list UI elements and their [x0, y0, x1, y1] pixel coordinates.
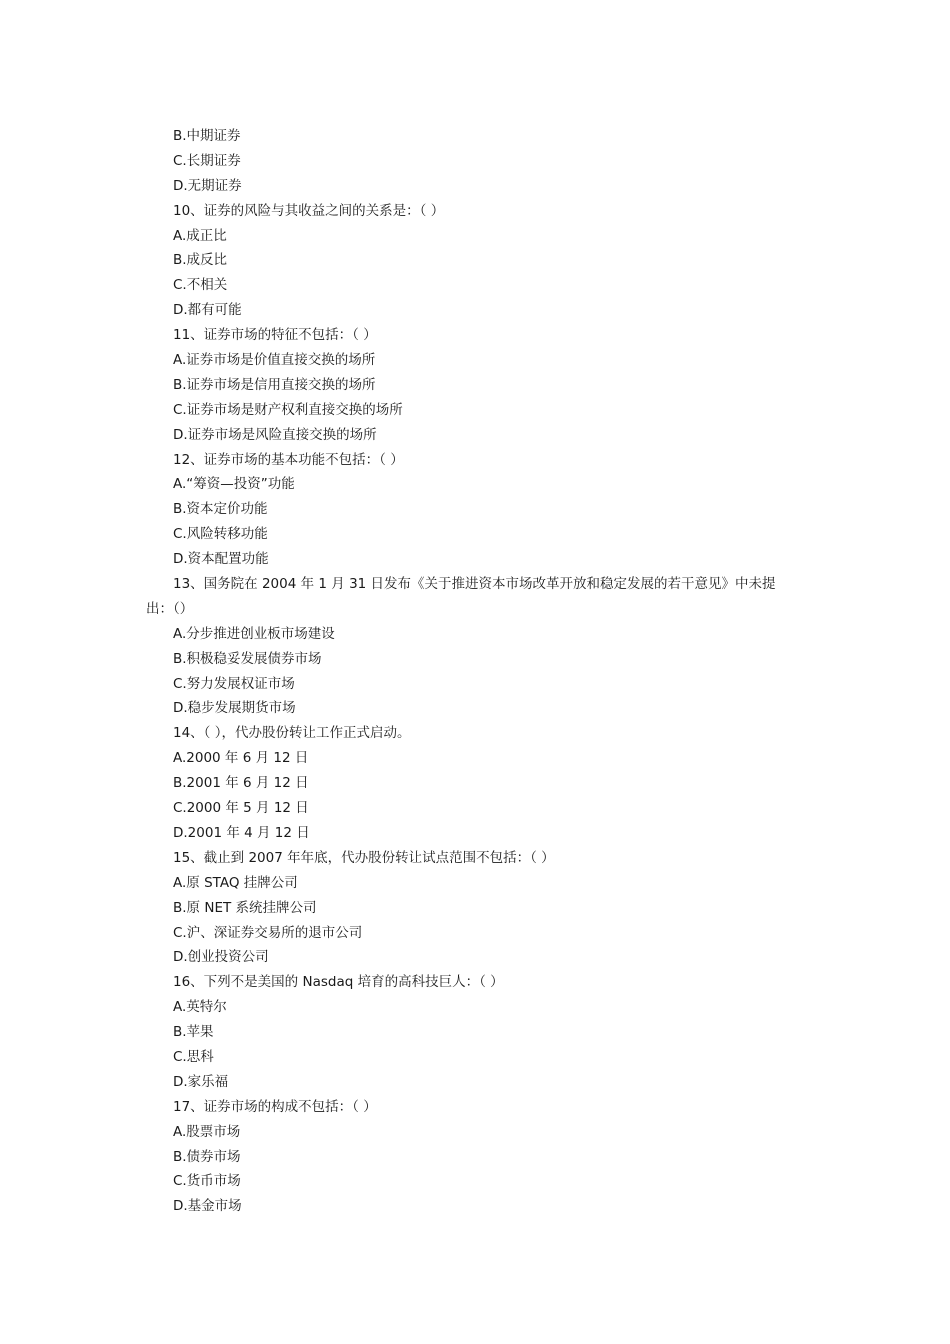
option-13b: B.积极稳妥发展债券市场 — [173, 650, 322, 667]
question-17: 17、证券市场的构成不包括：（ ） — [173, 1098, 377, 1115]
question-12: 12、证券市场的基本功能不包括：（ ） — [173, 451, 404, 468]
question-14: 14、（ ），代办股份转让工作正式启动。 — [173, 725, 411, 742]
option-14d: D.2001 年 4 月 12 日 — [173, 824, 310, 841]
option-11a: A.证券市场是价值直接交换的场所 — [173, 352, 376, 369]
question-10: 10、证券的风险与其收益之间的关系是：（ ） — [173, 202, 445, 219]
option-13a: A.分步推进创业板市场建设 — [173, 625, 335, 642]
option-14c: C.2000 年 5 月 12 日 — [173, 800, 309, 817]
option-9d: D.无期证券 — [173, 177, 242, 194]
option-12a: A.“筹资—投资”功能 — [173, 476, 295, 493]
option-17a: A.股票市场 — [173, 1123, 241, 1140]
option-15d: D.创业投资公司 — [173, 949, 269, 966]
option-12c: C.风险转移功能 — [173, 526, 268, 543]
option-15b: B.原 NET 系统挂牌公司 — [173, 899, 317, 916]
option-10b: B.成反比 — [173, 252, 228, 269]
question-13-continued: 出：（） — [146, 600, 194, 617]
option-17b: B.债券市场 — [173, 1148, 241, 1165]
question-15: 15、截止到 2007 年年底，代办股份转让试点范围不包括：（ ） — [173, 849, 555, 866]
option-17d: D.基金市场 — [173, 1198, 242, 1215]
option-11c: C.证券市场是财产权利直接交换的场所 — [173, 401, 403, 418]
question-13: 13、国务院在 2004 年 1 月 31 日发布《关于推进资本市场改革开放和稳定发展的若干意见》中未提 — [173, 576, 776, 593]
option-17c: C.货币市场 — [173, 1173, 241, 1190]
option-10d: D.都有可能 — [173, 302, 242, 319]
option-13d: D.稳步发展期货市场 — [173, 700, 296, 717]
question-11: 11、证券市场的特征不包括：（ ） — [173, 327, 377, 344]
document-page — [0, 124, 950, 1219]
option-14b: B.2001 年 6 月 12 日 — [173, 775, 309, 792]
option-14a: A.2000 年 6 月 12 日 — [173, 750, 309, 767]
option-9c: C.长期证券 — [173, 152, 241, 169]
option-9b: B.中期证券 — [173, 128, 241, 144]
option-16b: B.苹果 — [173, 1024, 214, 1041]
option-11d: D.证券市场是风险直接交换的场所 — [173, 426, 377, 443]
option-15a: A.原 STAQ 挂牌公司 — [173, 874, 298, 891]
option-15c: C.沪、深证券交易所的退市公司 — [173, 924, 363, 941]
option-12b: B.资本定价功能 — [173, 501, 268, 518]
option-11b: B.证券市场是信用直接交换的场所 — [173, 376, 376, 393]
option-10c: C.不相关 — [173, 277, 228, 294]
option-10a: A.成正比 — [173, 227, 227, 244]
option-16c: C.思科 — [173, 1048, 214, 1065]
option-16d: D.家乐福 — [173, 1073, 229, 1090]
question-16: 16、下列不是美国的 Nasdaq 培育的高科技巨人：（ ） — [173, 974, 504, 991]
option-12d: D.资本配置功能 — [173, 551, 269, 568]
option-13c: C.努力发展权证市场 — [173, 675, 295, 692]
option-16a: A.英特尔 — [173, 999, 227, 1016]
